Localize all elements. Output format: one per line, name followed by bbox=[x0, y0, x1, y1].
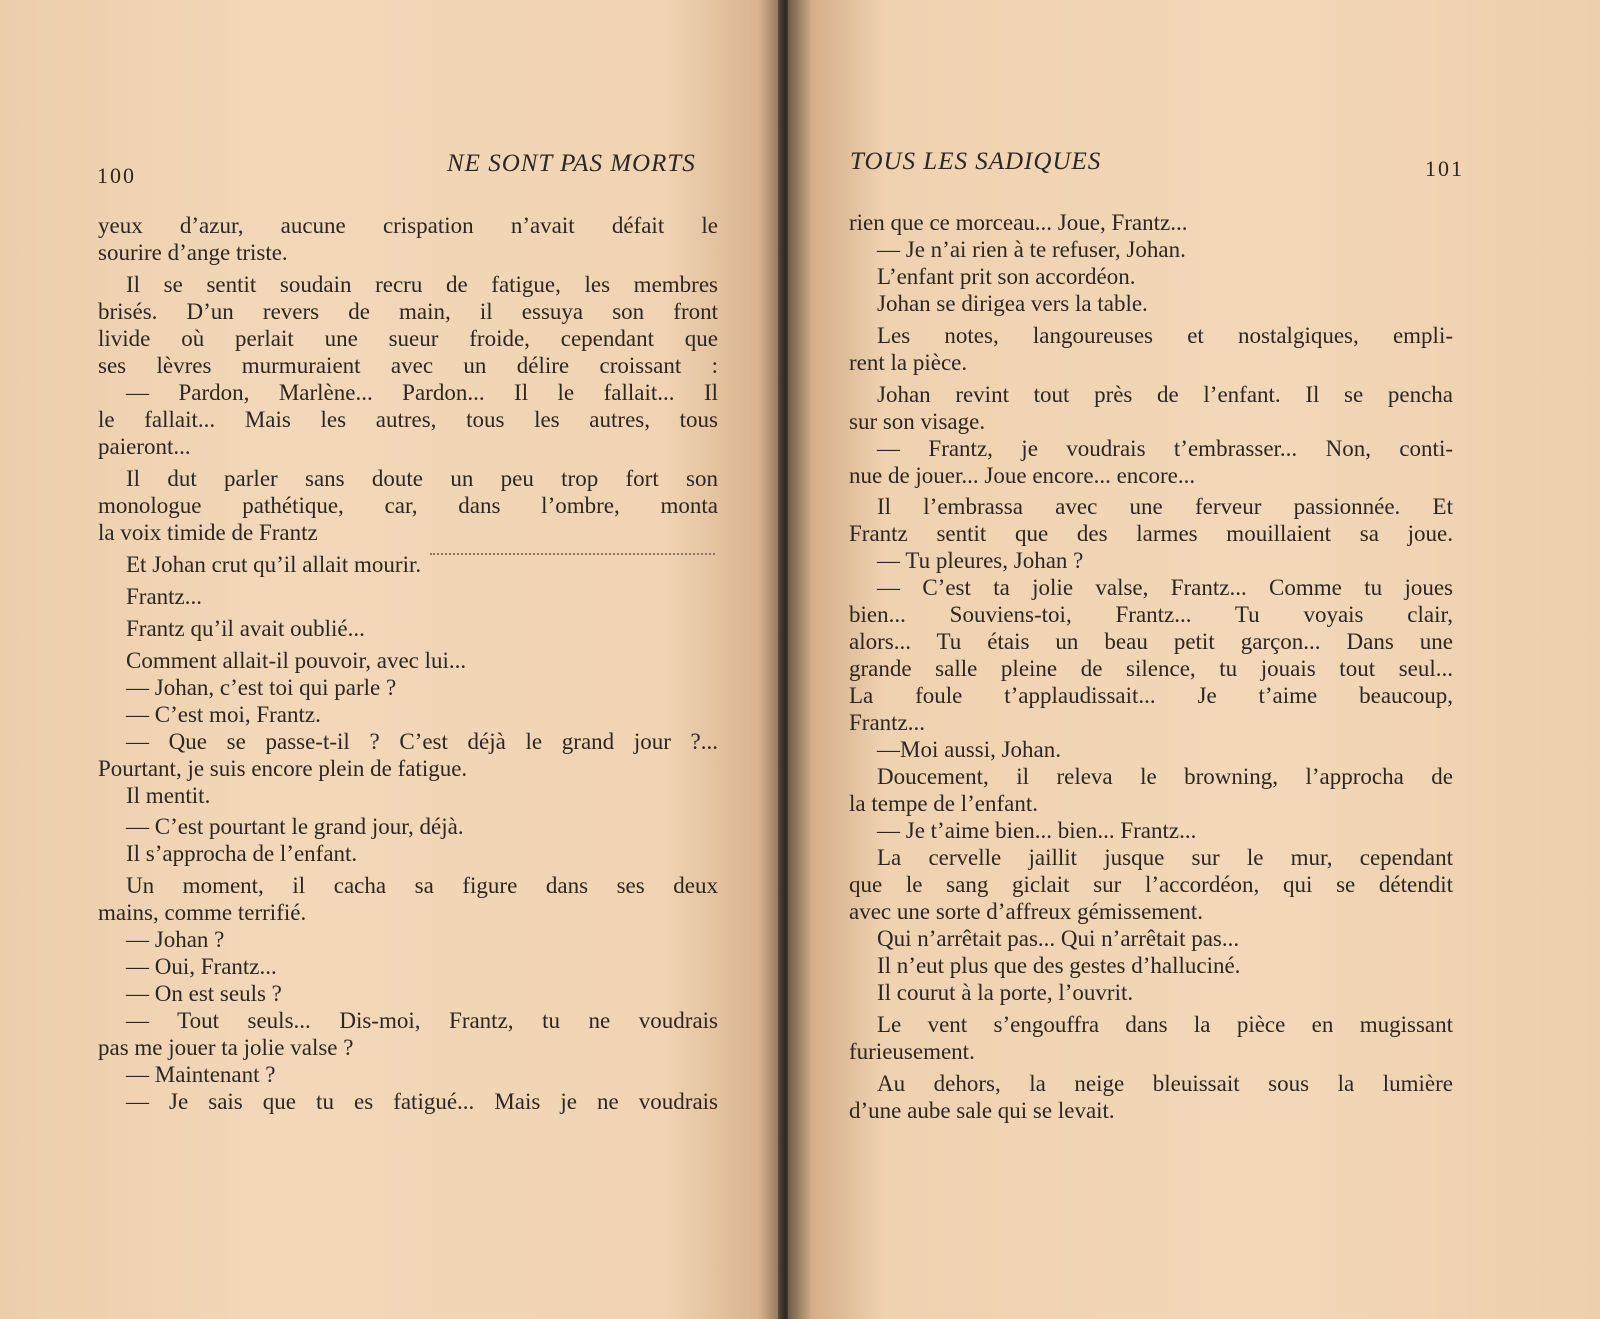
text-line: Le vent s’engouffra dans la pièce en mugissant bbox=[877, 1012, 1453, 1037]
text-line: ses lèvres murmuraient avec un délire croissant : bbox=[98, 353, 718, 378]
text-line: furieusement. bbox=[849, 1039, 975, 1064]
text-line: Frantz qu’il avait oublié... bbox=[126, 616, 365, 641]
text-line: Il courut à la porte, l’ouvrit. bbox=[877, 980, 1134, 1005]
text-line: — On est seuls ? bbox=[126, 981, 282, 1006]
text-line: Qui n’arrêtait pas... Qui n’arrêtait pas... bbox=[877, 926, 1240, 951]
text-line: la tempe de l’enfant. bbox=[849, 791, 1039, 816]
text-line: Il se sentit soudain recru de fatigue, les membres bbox=[126, 272, 718, 297]
text-line: Il s’approcha de l’enfant. bbox=[126, 841, 358, 866]
text-line: — Tu pleures, Johan ? bbox=[877, 548, 1084, 573]
scan-artifact-rule bbox=[430, 553, 715, 555]
text-line: Il mentit. bbox=[126, 783, 211, 808]
text-line: nue de jouer... Joue encore... encore... bbox=[849, 463, 1196, 488]
text-line: bien... Souviens-toi, Frantz... Tu voyais clair, bbox=[849, 602, 1453, 627]
text-line: — Johan, c’est toi qui parle ? bbox=[126, 675, 397, 700]
text-line: Comment allait-il pouvoir, avec lui... bbox=[126, 648, 467, 673]
right-page-number: 101 bbox=[1425, 156, 1464, 181]
text-line: Johan revint tout près de l’enfant. Il se pencha bbox=[877, 382, 1453, 407]
text-line: Et Johan crut qu’il allait mourir. bbox=[126, 552, 422, 577]
text-line: le fallait... Mais les autres, tous les autres, tous bbox=[98, 407, 718, 432]
text-line: Les notes, langoureuses et nostalgiques, empli- bbox=[877, 323, 1453, 348]
text-line: — C’est pourtant le grand jour, déjà. bbox=[126, 814, 464, 839]
text-line: que le sang giclait sur l’accordéon, qui se détendit bbox=[849, 872, 1453, 897]
text-line: Frantz... bbox=[849, 710, 926, 735]
text-line: brisés. D’un revers de main, il essuya son front bbox=[98, 299, 718, 324]
text-line: — C’est moi, Frantz. bbox=[126, 702, 321, 727]
text-line: monologue pathétique, car, dans l’ombre, monta bbox=[98, 493, 718, 518]
text-line: pas me jouer ta jolie valse ? bbox=[98, 1035, 354, 1060]
text-line: rent la pièce. bbox=[849, 350, 968, 375]
left-page bbox=[0, 0, 782, 1319]
text-line: yeux d’azur, aucune crispation n’avait défait le bbox=[98, 213, 718, 238]
right-running-head: TOUS LES SADIQUES bbox=[850, 148, 1102, 175]
text-line: paieront... bbox=[98, 434, 191, 459]
text-line: Johan se dirigea vers la table. bbox=[877, 291, 1148, 316]
text-line: sourire d’ange triste. bbox=[98, 240, 288, 265]
text-line: avec une sorte d’affreux gémissement. bbox=[849, 899, 1204, 924]
text-line: — Je sais que tu es fatigué... Mais je ne voudrais bbox=[126, 1089, 718, 1114]
text-line: Frantz... bbox=[126, 584, 203, 609]
right-page bbox=[788, 0, 1600, 1319]
text-line: — Que se passe-t-il ? C’est déjà le grand jour ?... bbox=[126, 729, 718, 754]
text-line: Doucement, il releva le browning, l’approcha de bbox=[877, 764, 1453, 789]
text-line: — C’est ta jolie valse, Frantz... Comme tu joues bbox=[877, 575, 1453, 600]
text-line: — Pardon, Marlène... Pardon... Il le fallait... Il bbox=[126, 380, 718, 405]
text-line: — Oui, Frantz... bbox=[126, 954, 277, 979]
text-line: — Je t’aime bien... bien... Frantz... bbox=[877, 818, 1197, 843]
text-line: Il l’embrassa avec une ferveur passionnée. Et bbox=[877, 494, 1453, 519]
text-line: livide où perlait une sueur froide, cependant que bbox=[98, 326, 718, 351]
left-running-head: NE SONT PAS MORTS bbox=[447, 150, 696, 177]
text-line: mains, comme terrifié. bbox=[98, 900, 307, 925]
text-line: Frantz sentit que des larmes mouillaient sa joue. bbox=[849, 521, 1453, 546]
text-line: — Maintenant ? bbox=[126, 1062, 276, 1087]
text-line: Pourtant, je suis encore plein de fatigue. bbox=[98, 756, 468, 781]
text-line: sur son visage. bbox=[849, 409, 986, 434]
text-line: — Je n’ai rien à te refuser, Johan. bbox=[877, 237, 1186, 262]
text-line: grande salle pleine de silence, tu jouais tout seul... bbox=[849, 656, 1453, 681]
text-line: —Moi aussi, Johan. bbox=[877, 737, 1061, 762]
text-line: la voix timide de Frantz bbox=[98, 520, 318, 545]
text-line: Au dehors, la neige bleuissait sous la lumière bbox=[877, 1071, 1453, 1096]
text-line: — Frantz, je voudrais t’embrasser... Non, conti- bbox=[877, 436, 1453, 461]
text-line: Il dut parler sans doute un peu trop fort son bbox=[126, 466, 718, 491]
text-line: — Tout seuls... Dis-moi, Frantz, tu ne voudrais bbox=[126, 1008, 718, 1033]
text-line: L’enfant prit son accordéon. bbox=[877, 264, 1136, 289]
right-text-block bbox=[849, 209, 1453, 1124]
text-line: d’une aube sale qui se levait. bbox=[849, 1098, 1115, 1123]
text-line: alors... Tu étais un beau petit garçon... Dans une bbox=[849, 629, 1453, 654]
text-line: La cervelle jaillit jusque sur le mur, cependant bbox=[877, 845, 1453, 870]
text-line: Un moment, il cacha sa figure dans ses deux bbox=[126, 873, 718, 898]
text-line: La foule t’applaudissait... Je t’aime beaucoup, bbox=[849, 683, 1453, 708]
left-text-block bbox=[98, 212, 718, 1115]
left-page-number: 100 bbox=[97, 163, 136, 188]
text-line: — Johan ? bbox=[126, 927, 225, 952]
text-line: rien que ce morceau... Joue, Frantz... bbox=[849, 210, 1188, 235]
text-line: Il n’eut plus que des gestes d’halluciné. bbox=[877, 953, 1241, 978]
